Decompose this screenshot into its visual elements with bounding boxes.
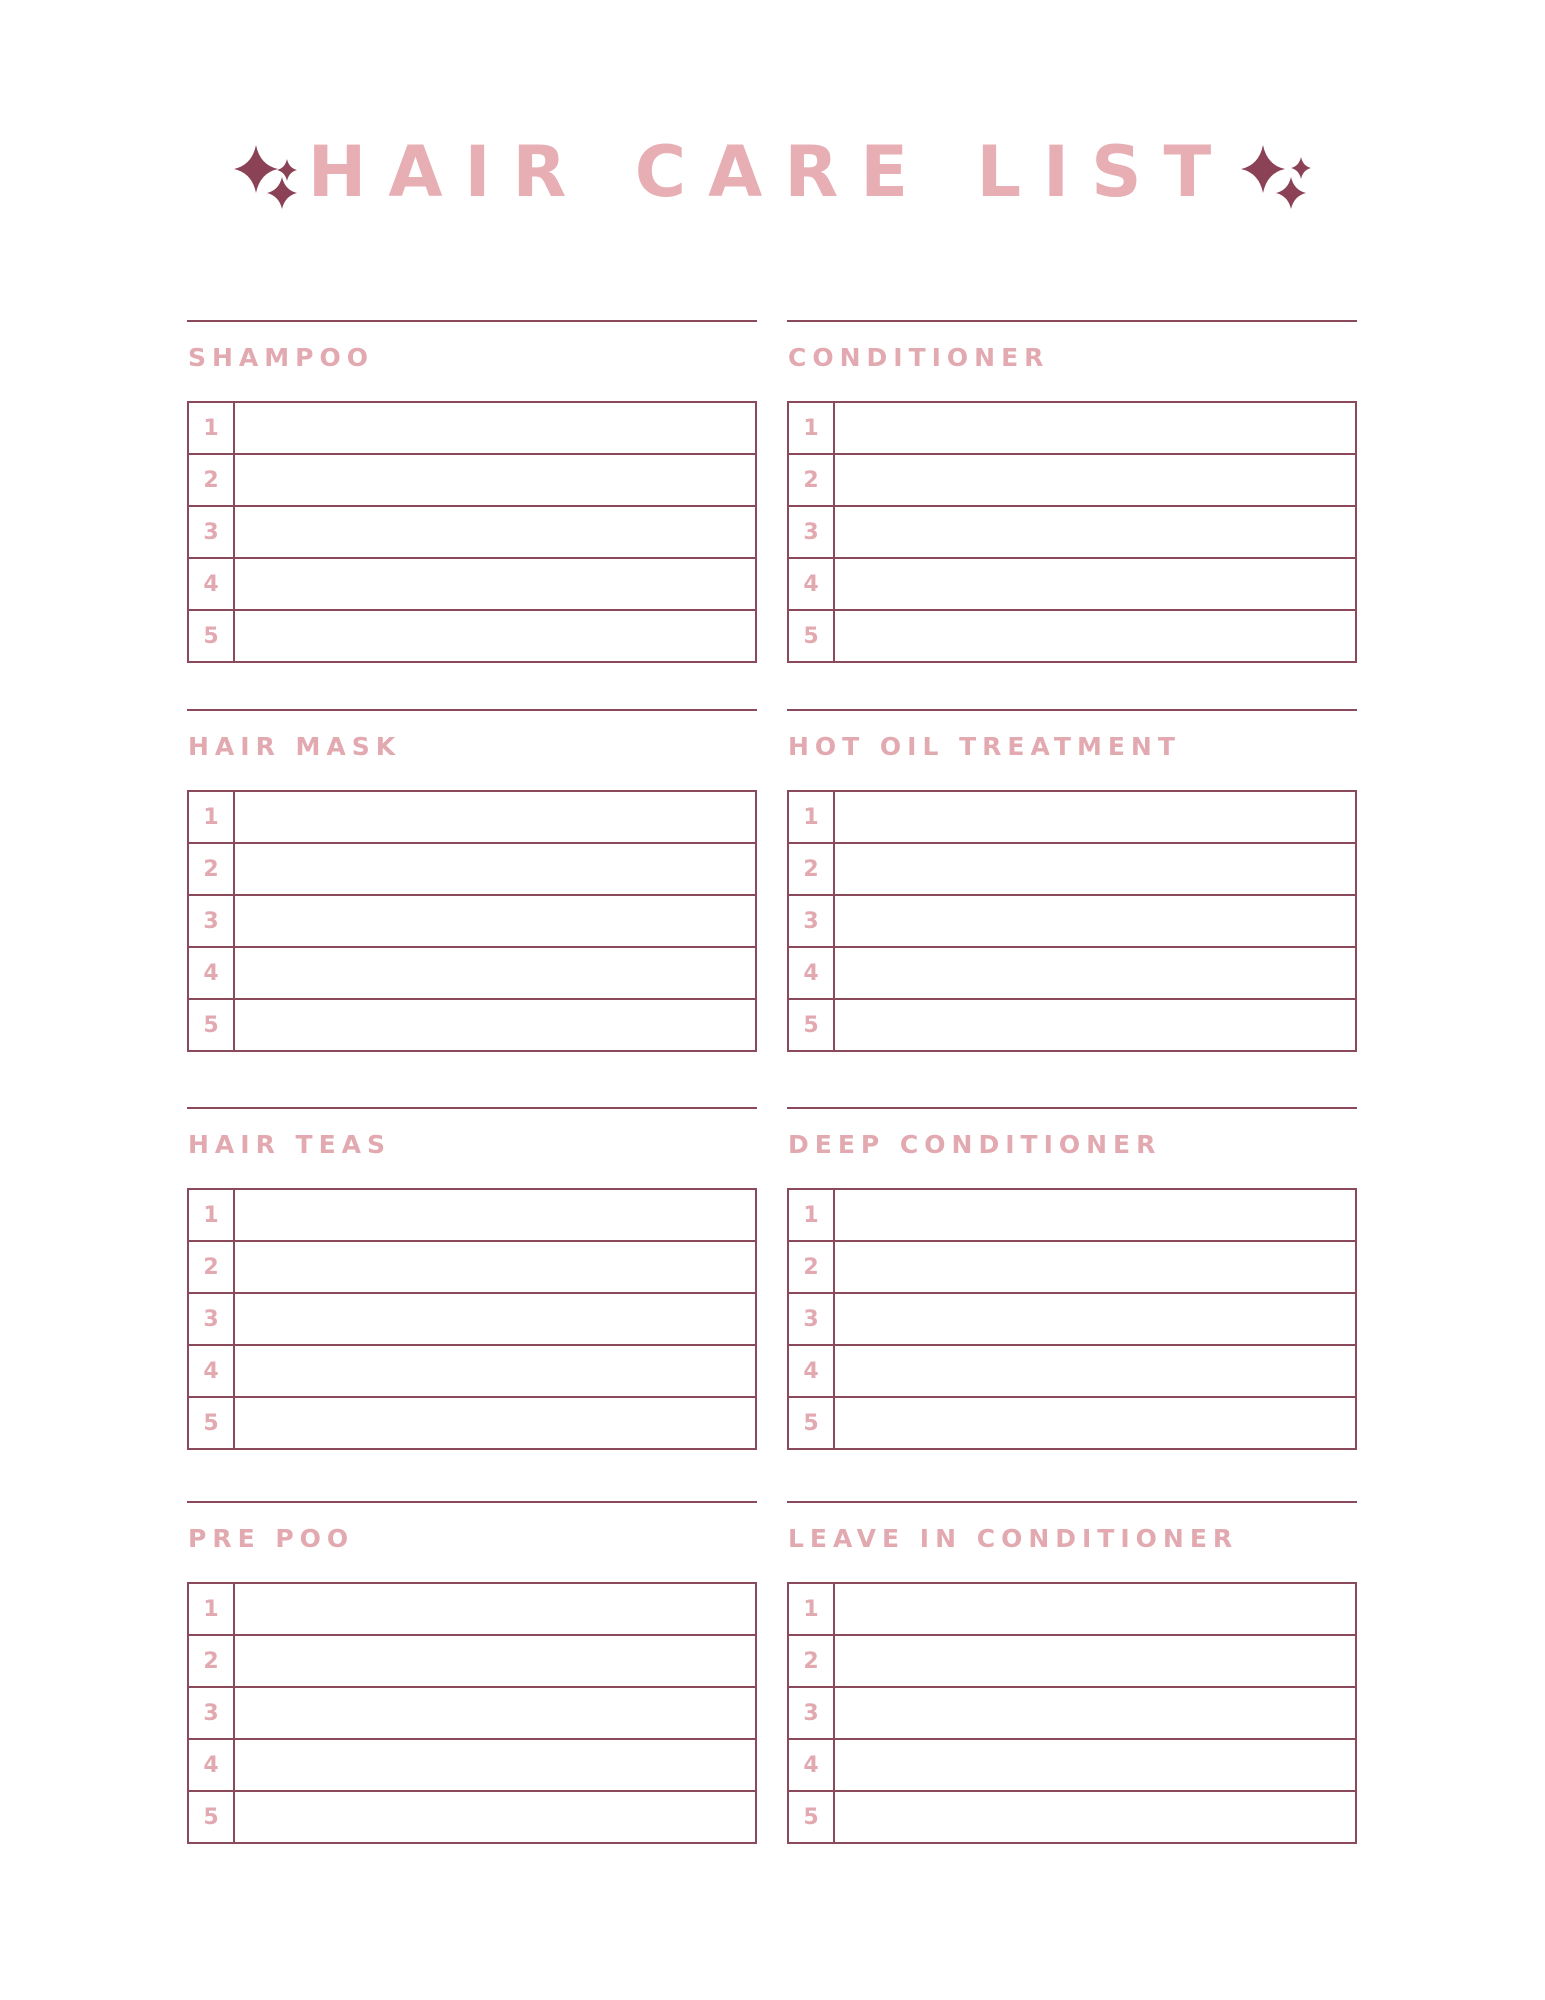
list-row xyxy=(189,792,755,844)
entry-field[interactable] xyxy=(835,844,1355,894)
list-row xyxy=(189,1190,755,1242)
entry-field[interactable] xyxy=(835,507,1355,557)
entry-field[interactable] xyxy=(835,792,1355,842)
entry-field[interactable] xyxy=(835,1346,1355,1396)
entry-field[interactable] xyxy=(235,844,755,894)
row-number: 3 xyxy=(189,507,235,557)
entry-field[interactable] xyxy=(835,455,1355,505)
list-row xyxy=(189,844,755,896)
list-row xyxy=(789,1190,1355,1242)
page-title: HAIR CARE LIST xyxy=(307,131,1234,213)
entry-field[interactable] xyxy=(835,948,1355,998)
list-row xyxy=(189,1584,755,1636)
section-label: HAIR TEAS xyxy=(188,1130,392,1159)
row-number: 4 xyxy=(189,1740,235,1790)
entry-field[interactable] xyxy=(235,611,755,661)
list-row xyxy=(189,1636,755,1688)
entry-field[interactable] xyxy=(235,507,755,557)
row-number: 5 xyxy=(189,611,235,661)
row-number: 1 xyxy=(189,403,235,453)
list-row xyxy=(189,403,755,455)
list-row xyxy=(789,1584,1355,1636)
list-row xyxy=(789,1740,1355,1792)
list-row xyxy=(189,1294,755,1346)
row-number: 1 xyxy=(789,1584,835,1634)
list-row xyxy=(789,1398,1355,1448)
list-row xyxy=(189,1792,755,1842)
row-number: 5 xyxy=(789,1000,835,1050)
sparkles-icon xyxy=(1237,133,1315,211)
list-row xyxy=(789,792,1355,844)
entry-field[interactable] xyxy=(235,1294,755,1344)
row-number: 2 xyxy=(189,1636,235,1686)
row-number: 2 xyxy=(189,844,235,894)
row-number: 2 xyxy=(789,455,835,505)
entry-field[interactable] xyxy=(835,1636,1355,1686)
entry-field[interactable] xyxy=(835,1688,1355,1738)
list-row xyxy=(189,896,755,948)
row-number: 1 xyxy=(189,792,235,842)
list-row xyxy=(189,1688,755,1740)
section-list-table xyxy=(187,1188,757,1450)
row-number: 5 xyxy=(789,611,835,661)
list-row xyxy=(789,1294,1355,1346)
row-number: 1 xyxy=(189,1584,235,1634)
list-row xyxy=(789,1688,1355,1740)
section-label: SHAMPOO xyxy=(188,343,374,372)
entry-field[interactable] xyxy=(235,559,755,609)
entry-field[interactable] xyxy=(235,1584,755,1634)
list-row xyxy=(789,403,1355,455)
entry-field[interactable] xyxy=(835,1398,1355,1448)
list-row xyxy=(189,1000,755,1050)
section-divider xyxy=(187,320,757,322)
entry-field[interactable] xyxy=(235,792,755,842)
list-row xyxy=(789,507,1355,559)
list-row xyxy=(789,896,1355,948)
row-number: 5 xyxy=(189,1398,235,1448)
row-number: 4 xyxy=(189,559,235,609)
row-number: 1 xyxy=(789,403,835,453)
entry-field[interactable] xyxy=(835,559,1355,609)
row-number: 5 xyxy=(789,1792,835,1842)
row-number: 2 xyxy=(789,1242,835,1292)
entry-field[interactable] xyxy=(235,1636,755,1686)
entry-field[interactable] xyxy=(235,403,755,453)
page-header xyxy=(0,122,1545,222)
row-number: 4 xyxy=(189,948,235,998)
row-number: 3 xyxy=(789,1294,835,1344)
section-label: DEEP CONDITIONER xyxy=(788,1130,1162,1159)
list-row xyxy=(789,1346,1355,1398)
entry-field[interactable] xyxy=(235,948,755,998)
entry-field[interactable] xyxy=(835,896,1355,946)
list-row xyxy=(189,1398,755,1448)
list-row xyxy=(189,455,755,507)
row-number: 2 xyxy=(189,1242,235,1292)
row-number: 3 xyxy=(189,1294,235,1344)
row-number: 2 xyxy=(789,844,835,894)
row-number: 5 xyxy=(789,1398,835,1448)
section-label: HAIR MASK xyxy=(188,732,402,761)
entry-field[interactable] xyxy=(235,1242,755,1292)
list-row xyxy=(789,455,1355,507)
entry-field[interactable] xyxy=(835,403,1355,453)
list-row xyxy=(189,948,755,1000)
section-list-table xyxy=(787,790,1357,1052)
list-row xyxy=(789,611,1355,661)
section-divider xyxy=(787,1501,1357,1503)
entry-field[interactable] xyxy=(835,611,1355,661)
list-row xyxy=(789,1636,1355,1688)
list-row xyxy=(789,1242,1355,1294)
section-divider xyxy=(787,1107,1357,1109)
section-divider xyxy=(187,1107,757,1109)
entry-field[interactable] xyxy=(835,1190,1355,1240)
section-label: HOT OIL TREATMENT xyxy=(788,732,1181,761)
row-number: 3 xyxy=(789,1688,835,1738)
section-label: LEAVE IN CONDITIONER xyxy=(788,1524,1239,1553)
entry-field[interactable] xyxy=(835,1294,1355,1344)
entry-field[interactable] xyxy=(235,455,755,505)
list-row xyxy=(789,559,1355,611)
section-divider xyxy=(787,320,1357,322)
section-divider xyxy=(187,709,757,711)
entry-field[interactable] xyxy=(835,1740,1355,1790)
row-number: 1 xyxy=(789,1190,835,1240)
list-row xyxy=(189,559,755,611)
list-row xyxy=(189,611,755,661)
row-number: 4 xyxy=(789,559,835,609)
list-row xyxy=(789,1000,1355,1050)
entry-field[interactable] xyxy=(835,1792,1355,1842)
entry-field[interactable] xyxy=(835,1584,1355,1634)
row-number: 4 xyxy=(789,1740,835,1790)
entry-field[interactable] xyxy=(235,1190,755,1240)
row-number: 3 xyxy=(789,896,835,946)
section-label: CONDITIONER xyxy=(788,343,1050,372)
section-list-table xyxy=(187,790,757,1052)
row-number: 3 xyxy=(789,507,835,557)
section-list-table xyxy=(787,1188,1357,1450)
list-row xyxy=(789,844,1355,896)
row-number: 3 xyxy=(189,896,235,946)
entry-field[interactable] xyxy=(235,1346,755,1396)
list-row xyxy=(789,948,1355,1000)
row-number: 3 xyxy=(189,1688,235,1738)
entry-field[interactable] xyxy=(235,1000,755,1050)
entry-field[interactable] xyxy=(235,896,755,946)
row-number: 5 xyxy=(189,1792,235,1842)
sparkles-icon xyxy=(230,133,308,211)
list-row xyxy=(789,1792,1355,1842)
row-number: 2 xyxy=(789,1636,835,1686)
list-row xyxy=(189,1346,755,1398)
row-number: 4 xyxy=(789,948,835,998)
entry-field[interactable] xyxy=(235,1398,755,1448)
list-row xyxy=(189,507,755,559)
section-list-table xyxy=(787,401,1357,663)
section-divider xyxy=(187,1501,757,1503)
row-number: 4 xyxy=(189,1346,235,1396)
row-number: 1 xyxy=(789,792,835,842)
entry-field[interactable] xyxy=(235,1740,755,1790)
entry-field[interactable] xyxy=(235,1688,755,1738)
section-list-table xyxy=(187,401,757,663)
section-list-table xyxy=(787,1582,1357,1844)
row-number: 2 xyxy=(189,455,235,505)
entry-field[interactable] xyxy=(835,1000,1355,1050)
section-list-table xyxy=(187,1582,757,1844)
list-row xyxy=(189,1242,755,1294)
list-row xyxy=(189,1740,755,1792)
row-number: 4 xyxy=(789,1346,835,1396)
section-divider xyxy=(787,709,1357,711)
entry-field[interactable] xyxy=(235,1792,755,1842)
row-number: 1 xyxy=(189,1190,235,1240)
entry-field[interactable] xyxy=(835,1242,1355,1292)
section-label: PRE POO xyxy=(188,1524,355,1553)
row-number: 5 xyxy=(189,1000,235,1050)
